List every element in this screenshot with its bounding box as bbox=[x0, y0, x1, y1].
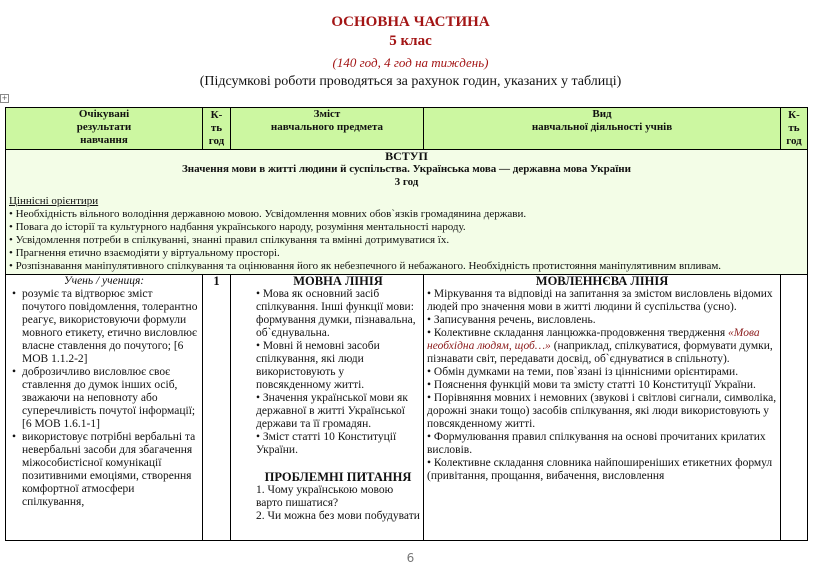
content-item: • Значення української мови як державної в житті Української держави та її громадян. bbox=[256, 392, 408, 430]
col-header-activity: Вид навчальної діяльності учнів bbox=[424, 108, 781, 150]
values-item: • Необхідність вільного володіння державною мовою. Усвідомлення мовних обов`язків громадянина держави. bbox=[9, 208, 527, 220]
table-move-handle-icon[interactable]: + bbox=[1, 94, 8, 102]
content-item: • Мова як основний засіб спілкування. Інші функції мови: формування думки, пізнавальна, об`єднувальна. bbox=[256, 288, 416, 339]
activity-item: • Пояснення функцій мови та змісту статті 10 Конституції України. bbox=[427, 379, 756, 391]
grade-title: 5 клас bbox=[389, 33, 432, 49]
values-item: • Розпізнавання маніпулятивного спілкування та оцінювання його як небезпечного й небажаного. Необхідність протистояння маніпулятивним впливам. bbox=[9, 260, 722, 272]
result-item: • доброзичливо висловлює своє ставлення до думок інших осіб, зважаючи на неповноту або суперечливість почутої інформації; [6 МОВ 1.6.1-1] bbox=[22, 366, 199, 431]
hours-subtitle: (140 год, 4 год на тиждень) bbox=[332, 55, 489, 70]
values-item: • Усвідомлення потреби в спілкуванні, знанні правил спілкування та вмінні дотримуватися їх. bbox=[9, 234, 450, 246]
intro-topic: Значення мови в житті людини й суспільства. Українська мова — державна мова України bbox=[182, 163, 631, 175]
content-cell bbox=[231, 275, 424, 541]
content-line-title: МОВНА ЛІНІЯ bbox=[293, 275, 383, 288]
curriculum-table bbox=[5, 107, 808, 541]
col-header-content: Зміст навчального предмета bbox=[231, 108, 424, 150]
problem-item: 1. Чому українською мовою варто пишатися? bbox=[256, 484, 394, 509]
problems-title: ПРОБЛЕМНІ ПИТАННЯ bbox=[264, 470, 412, 484]
content-item: • Мовні й немовні засоби спілкування, які люди використовують у повсякденному житті. bbox=[256, 340, 380, 391]
intro-section-title: ВСТУП bbox=[385, 149, 428, 163]
page-number: 6 bbox=[406, 551, 415, 565]
intro-row bbox=[6, 150, 808, 275]
table-header-row bbox=[6, 108, 808, 150]
col-header-hours-2: К- ть год bbox=[781, 108, 808, 150]
results-list bbox=[9, 288, 199, 509]
lesson-row bbox=[6, 275, 808, 541]
activity-quote: «Мова необхідна людям, щоб…» bbox=[427, 327, 760, 352]
col-header-results: Очікувані результати навчання bbox=[6, 108, 203, 150]
summary-note: (Підсумкові роботи проводяться за рахунок годин, указаних у таблиці) bbox=[199, 74, 622, 89]
activity-item: • Міркування та відповіді на запитання за змістом висловлень відомих людей про значення мови в житті людини й суспільства (усно). bbox=[427, 288, 773, 313]
intro-hours: 3 год bbox=[394, 176, 419, 188]
result-item: • розуміє та відтворює зміст почутого повідомлення, толерантно реагує, використовуючи формули мовного етикету, етично висловлює власне ставлення до почутого; [6 МОВ 1.1.2-2] bbox=[22, 288, 199, 366]
activity-item: • Обмін думками на теми, пов`язані із ціннісними орієнтирами. bbox=[427, 366, 739, 378]
activity-item: • Колективне складання ланцюжка-продовження твердження «Мова необхідна людям, щоб…» (наприклад, спілкуватися, формувати думки, пізнавати світ, передавати досвід, об`єднуватися в спільноту). bbox=[427, 327, 773, 365]
hours-cell-2 bbox=[781, 275, 808, 541]
hours-value: 1 bbox=[213, 274, 220, 288]
activity-item: • Порівняння мовних і немовних (звукові і світлові сигнали, символіка, дорожні знаки тощо) засобів спілкування, які люди використовують у повсякденному житті. bbox=[427, 392, 777, 430]
results-cell bbox=[6, 275, 203, 541]
values-item: • Прагнення етично взаємодіяти у віртуальному просторі. bbox=[9, 247, 280, 259]
values-heading: Ціннісні орієнтири bbox=[9, 195, 99, 207]
activity-item: • Формулювання правил спілкування на основі прочитаних крилатих висловів. bbox=[427, 431, 766, 456]
values-item: • Повага до історії та культурного надбання українського народу, розуміння ментальності народу. bbox=[9, 221, 466, 233]
hours-cell bbox=[203, 275, 231, 541]
content-item: • Зміст статті 10 Конституції України. bbox=[256, 431, 397, 456]
result-item: • використовує потрібні вербальні та невербальні засоби для збагачення міжособистісної комунікації позитивними емоціями, створення комфортної атмосфери спілкування, bbox=[22, 431, 199, 509]
activity-line-title: МОВЛЕННЄВА ЛІНІЯ bbox=[535, 275, 669, 288]
col-header-hours: К- ть год bbox=[203, 108, 231, 150]
intro-cell bbox=[6, 150, 808, 275]
activity-item: • Колективне складання словника найпоширеніших етикетних формул (привітання, прощання, вибачення, висловлення bbox=[427, 457, 773, 482]
problem-item: 2. Чи можна без мови побудувати bbox=[256, 510, 420, 522]
activity-item: • Записування речень, висловлень. bbox=[427, 314, 596, 326]
section-title: ОСНОВНА ЧАСТИНА bbox=[331, 14, 490, 30]
activity-cell bbox=[424, 275, 781, 541]
learner-label: Учень / учениця: bbox=[63, 275, 145, 287]
